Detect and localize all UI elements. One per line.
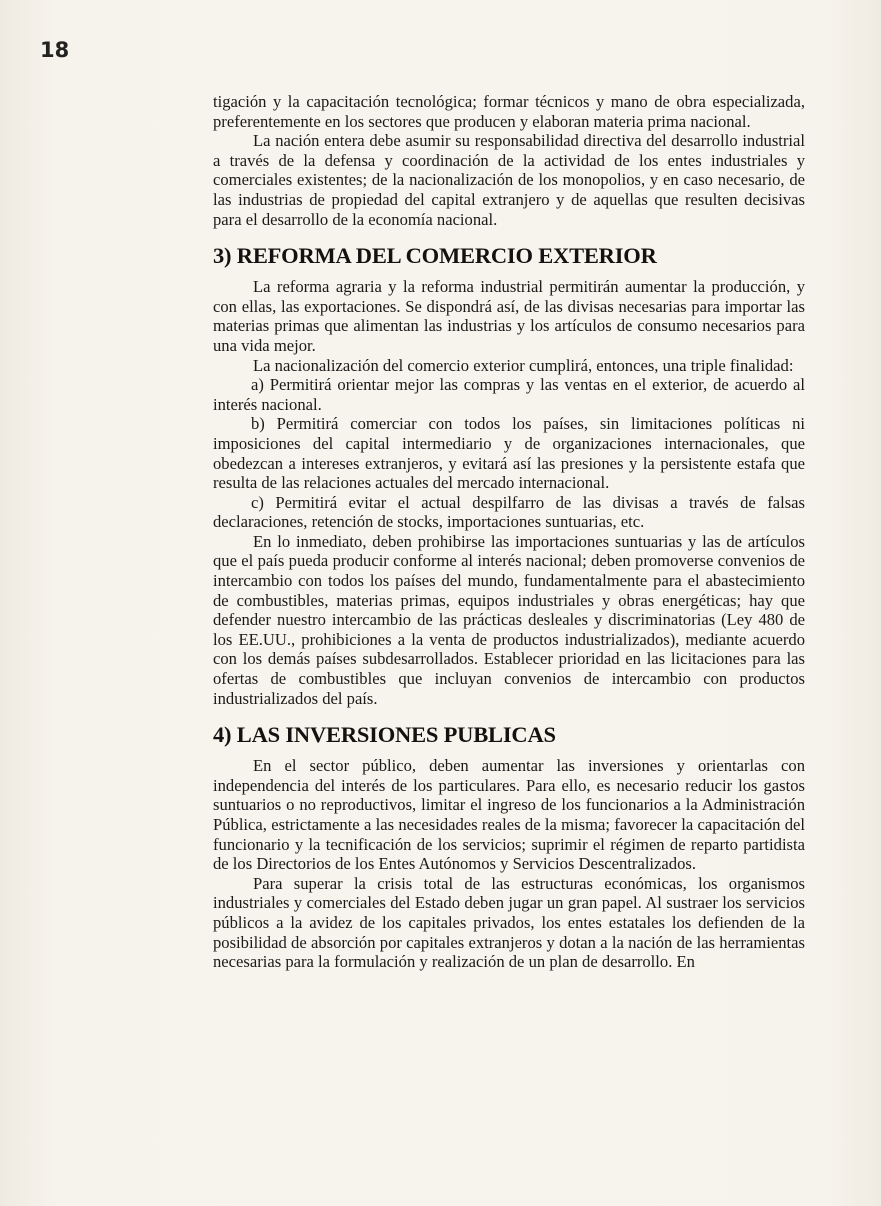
list-item-b: b) Permitirá comerciar con todos los países, sin limitaciones políticas ni imposiciones del capital intermediario y de organizaciones internacionales, que obedezcan a intereses extranjeros, y evitará así las presiones y la persistente estafa que resulta de las relaciones actuales del mercado internacional. [213,414,805,493]
paragraph-national-responsibility: La nación entera debe asumir su responsabilidad directiva del desarrollo industrial a través de la defensa y coordinación de la actividad de los entes industriales y comerciales existentes; de la nacionalización de los monopolios, y en caso necesario, de las industrias de propiedad del capital extranjero y de aquellas que resulten decisivas para el desarrollo de la economía nacional. [213,131,805,229]
paragraph-continuation: tigación y la capacitación tecnológica; formar técnicos y mano de obra especializada, preferentemente en los sectores que producen y elaboran materia prima nacional. [213,92,805,131]
paragraph-state-organisms: Para superar la crisis total de las estructuras económicas, los organismos industriales y comerciales del Estado deben jugar un gran papel. Al sustraer los servicios públicos a la avidez de los capitales privados, los entes estatales los defienden de la posibilidad de absorción por capitales extranjeros y dotan a la nación de las herramientas necesarias para la formulación y realización de un plan de desarrollo. En [213,873,805,972]
section-heading-public-investment: 4) LAS INVERSIONES PUBLICAS [213,722,556,748]
paragraph-agrarian-reform: La reforma agraria y la reforma industrial permitirán aumentar la producción, y con ellas, las exportaciones. Se dispondrá así, de las divisas necesarias para importar las materias primas que alimentan las industrias y los artículos de consumo necesarios para una vida mejor. [213,277,805,355]
paragraph-public-sector: En el sector público, deben aumentar las inversiones y orientarlas con independencia del interés de los particulares. Para ello, es necesario reducir los gastos suntuarios o no reproductivos, limitar el ingreso de los funcionarios a la Administración Pública, estrictamente a las necesidades reales de la misma; favorecer la capacitación del funcionario y la tecnificación de los servicios; suprimir el régimen de reparto partidista de los Directorios de los Entes Autónomos y Servicios Descentralizados. [213,756,805,874]
section-heading-foreign-trade: 3) REFORMA DEL COMERCIO EXTERIOR [213,243,657,269]
page-number: 18 [40,38,70,62]
list-item-a: a) Permitirá orientar mejor las compras y las ventas en el exterior, de acuerdo al interés nacional. [213,375,805,414]
paragraph-triple-purpose: La nacionalización del comercio exterior cumplirá, entonces, una triple finalidad: [253,355,794,375]
list-item-c: c) Permitirá evitar el actual despilfarro de las divisas a través de falsas declaraciones, retención de stocks, importaciones suntuarias, etc. [213,492,805,532]
paragraph-immediate-measures: En lo inmediato, deben prohibirse las importaciones suntuarias y las de artículos que el país pueda producir conforme al interés nacional; deben promoverse convenios de intercambio con todos los países del mundo, fundamentalmente para el abastecimiento de combustibles, materias primas, equipos industriales y obras energéticas; hay que defender nuestro intercambio de las prácticas desleales y discriminatorias (Ley 480 de los EE.UU., prohibiciones a la venta de productos industrializados), mediante acuerdo con los demás países subdesarrollados. Establecer prioridad en las licitaciones para las ofertas de combustibles que incluyan convenios de intercambio con productos industrializados del país. [213,531,805,708]
text-body [213,92,805,972]
